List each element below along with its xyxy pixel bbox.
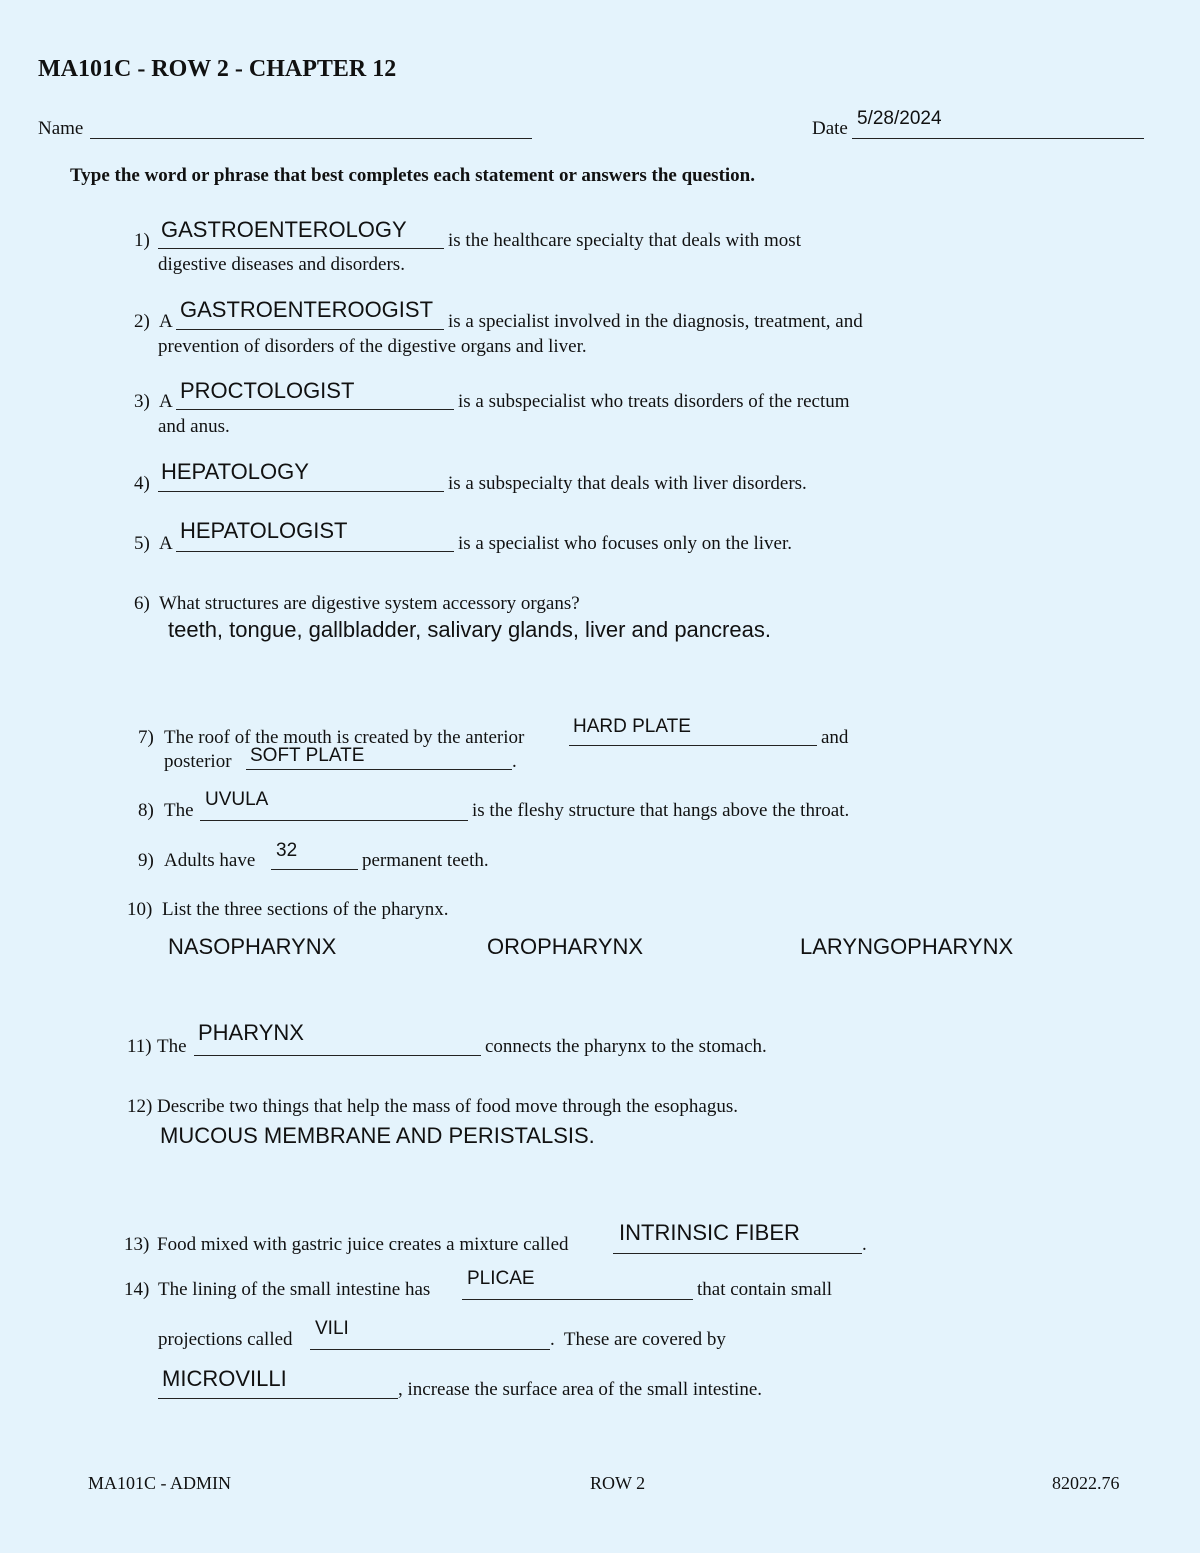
q11-text: connects the pharynx to the stomach.: [485, 1036, 767, 1057]
q13-period: .: [862, 1234, 867, 1255]
q14-answer1: PLICAE: [467, 1268, 535, 1289]
q4-number: 4): [134, 473, 150, 494]
footer-right: 82022.76: [1052, 1473, 1120, 1493]
q8-prefix: The: [164, 800, 194, 821]
q7-answer2: SOFT PLATE: [250, 745, 365, 766]
q9-number: 9): [138, 850, 154, 871]
q1-answer: GASTROENTEROLOGY: [161, 217, 407, 242]
q9-prefix: Adults have: [164, 850, 256, 871]
q13-text: Food mixed with gastric juice creates a mixture called: [157, 1234, 569, 1255]
q6-number: 6): [134, 593, 150, 614]
q3-prefix: A: [159, 391, 173, 412]
q6-answer[interactable]: teeth, tongue, gallbladder, salivary glands, liver and pancreas.: [168, 617, 771, 642]
q8-number: 8): [138, 800, 154, 821]
q13-number: 13): [124, 1234, 150, 1255]
q1-text: is the healthcare specialty that deals with most: [448, 230, 801, 251]
q5-text: is a specialist who focuses only on the liver.: [458, 533, 793, 554]
q4-text: is a subspecialty that deals with liver disorders.: [448, 473, 807, 494]
q11-prefix: The: [157, 1036, 187, 1057]
q14-number: 14): [124, 1279, 150, 1300]
q10-answer-2[interactable]: OROPHARYNX: [487, 934, 644, 959]
q7-text: The roof of the mouth is created by the anterior: [164, 727, 525, 748]
page-title: MA101C - ROW 2 - CHAPTER 12: [38, 56, 397, 82]
q3-number: 3): [134, 391, 150, 412]
q1-number: 1): [134, 230, 150, 251]
q7-and: and: [821, 727, 849, 748]
q2-text-line2: prevention of disorders of the digestive organs and liver.: [158, 336, 587, 357]
q2-number: 2): [134, 311, 150, 332]
q3-text-line2: and anus.: [158, 416, 230, 437]
q7-answer1: HARD PLATE: [573, 716, 691, 737]
q12-number: 12): [127, 1096, 153, 1117]
q5-answer: HEPATOLOGIST: [180, 518, 348, 543]
q5-prefix: A: [159, 533, 173, 554]
q12-answer[interactable]: MUCOUS MEMBRANE AND PERISTALSIS.: [160, 1123, 595, 1148]
q11-answer: PHARYNX: [198, 1020, 304, 1045]
q5-number: 5): [134, 533, 150, 554]
q8-answer: UVULA: [205, 789, 269, 810]
footer-left: MA101C - ADMIN: [88, 1473, 232, 1493]
q2-answer: GASTROENTEROOGIST: [180, 297, 434, 322]
q14-answer3: MICROVILLI: [162, 1366, 287, 1391]
q10-answer-1[interactable]: NASOPHARYNX: [168, 934, 337, 959]
footer-center: ROW 2: [590, 1473, 646, 1493]
q3-answer: PROCTOLOGIST: [180, 378, 355, 403]
q14-text: The lining of the small intestine has: [158, 1279, 431, 1300]
date-value: 5/28/2024: [857, 108, 942, 129]
q3-text: is a subspecialist who treats disorders of the rectum: [458, 391, 850, 412]
q11-number: 11): [127, 1036, 152, 1057]
q1-text-line2: digestive diseases and disorders.: [158, 254, 405, 275]
q10-answer-3[interactable]: LARYNGOPHARYNX: [800, 934, 1014, 959]
q2-text: is a specialist involved in the diagnosis, treatment, and: [448, 311, 863, 332]
q7-number: 7): [138, 727, 154, 748]
q14-text-after: that contain small: [697, 1279, 833, 1300]
q14-answer2: VILI: [315, 1318, 349, 1339]
instructions: Type the word or phrase that best completes each statement or answers the question.: [70, 165, 755, 186]
name-label: Name: [38, 118, 84, 139]
q14-line2-after: . These are covered by: [550, 1329, 726, 1350]
q6-text: What structures are digestive system accessory organs?: [159, 593, 580, 614]
q4-answer: HEPATOLOGY: [161, 459, 309, 484]
q10-number: 10): [127, 899, 153, 920]
q2-prefix: A: [159, 311, 173, 332]
q7-period: .: [512, 751, 517, 772]
q12-text: Describe two things that help the mass of food move through the esophagus.: [157, 1096, 738, 1117]
name-field[interactable]: [90, 118, 532, 139]
q10-text: List the three sections of the pharynx.: [162, 899, 449, 920]
date-label: Date: [812, 118, 848, 139]
q9-text: permanent teeth.: [362, 850, 489, 871]
q13-answer: INTRINSIC FIBER: [619, 1220, 800, 1245]
q8-text: is the fleshy structure that hangs above the throat.: [472, 800, 850, 821]
q7-line2-prefix: posterior: [164, 751, 232, 772]
q14-line2-prefix: projections called: [158, 1329, 293, 1350]
q9-answer: 32: [276, 840, 298, 861]
q14-line3-after: , increase the surface area of the small intestine.: [398, 1379, 762, 1400]
